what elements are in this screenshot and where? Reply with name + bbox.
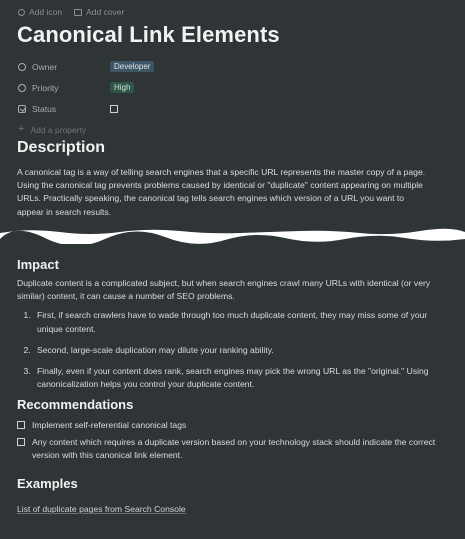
list-item: 3. Finally, even if your content does rank, search engines may pick the wrong URL as the "original." Using canonicalization helps you control your duplicate content. bbox=[33, 365, 447, 391]
todo-checkbox[interactable] bbox=[17, 438, 25, 446]
impact-intro: Duplicate content is a complicated subject, but when search engines crawl many URLs with identical (or very similar) content, it can cause a number of SEO problems. bbox=[17, 278, 431, 302]
description-text: A canonical tag is a way of telling search engines that a specific URL represents the master copy of a page. Using the canonical tag prevents problems caused by identical or "duplicate" content appearing on multiple URLs. Practically speaking, the canonical tag tells search engines which version of a URL you want to appear in search results. bbox=[17, 167, 426, 217]
add-cover-label: Add cover bbox=[86, 7, 125, 17]
impact-section bbox=[17, 257, 447, 399]
recommendations-heading: Recommendations bbox=[17, 397, 134, 412]
add-cover-button[interactable] bbox=[74, 7, 124, 17]
select-icon bbox=[18, 84, 26, 92]
property-label: Priority bbox=[32, 82, 59, 93]
list-item: 1. First, if search crawlers have to wade through too much duplicate content, they may miss some of your unique content. bbox=[33, 309, 447, 335]
person-icon bbox=[18, 63, 26, 71]
todo-item[interactable] bbox=[17, 419, 447, 432]
property-label: Owner bbox=[32, 61, 58, 72]
owner-tag[interactable]: Developer bbox=[110, 61, 154, 72]
page-title[interactable]: Canonical Link Elements bbox=[17, 22, 280, 47]
property-status-name bbox=[18, 104, 110, 114]
property-priority-name bbox=[18, 83, 110, 93]
recommendations-section bbox=[17, 397, 447, 467]
todo-text: Implement self-referential canonical tags bbox=[32, 420, 187, 430]
add-property-button[interactable] bbox=[18, 119, 438, 140]
priority-tag[interactable]: High bbox=[110, 82, 134, 93]
status-checkbox[interactable] bbox=[110, 105, 118, 113]
property-label: Status bbox=[32, 103, 57, 114]
impact-heading: Impact bbox=[17, 257, 59, 272]
todo-text: Any content which requires a duplicate version based on your technology stack should indicate the correct version with this canonical link element. bbox=[32, 437, 436, 461]
plus-icon: + bbox=[18, 123, 25, 135]
examples-link[interactable]: List of duplicate pages from Search Console bbox=[17, 504, 186, 514]
todo-item[interactable] bbox=[17, 436, 447, 462]
property-priority[interactable] bbox=[18, 77, 438, 98]
todo-checkbox[interactable] bbox=[17, 421, 25, 429]
property-status[interactable] bbox=[18, 98, 438, 119]
property-owner-name bbox=[18, 62, 110, 72]
properties-panel bbox=[18, 56, 438, 140]
description-heading: Description bbox=[17, 139, 106, 156]
checkbox-property-icon bbox=[18, 105, 26, 113]
image-icon bbox=[74, 9, 82, 16]
torn-edge-divider bbox=[0, 226, 465, 244]
examples-heading: Examples bbox=[17, 476, 78, 491]
property-owner[interactable] bbox=[18, 56, 438, 77]
add-property-label: Add a property bbox=[30, 124, 87, 135]
smiley-icon bbox=[18, 9, 25, 16]
page-top-actions bbox=[18, 7, 124, 17]
impact-list bbox=[17, 309, 447, 391]
list-item: 2. Second, large-scale duplication may dilute your ranking ability. bbox=[33, 344, 447, 357]
examples-section bbox=[17, 476, 447, 517]
add-icon-label: Add icon bbox=[29, 7, 63, 17]
add-icon-button[interactable] bbox=[18, 7, 62, 17]
